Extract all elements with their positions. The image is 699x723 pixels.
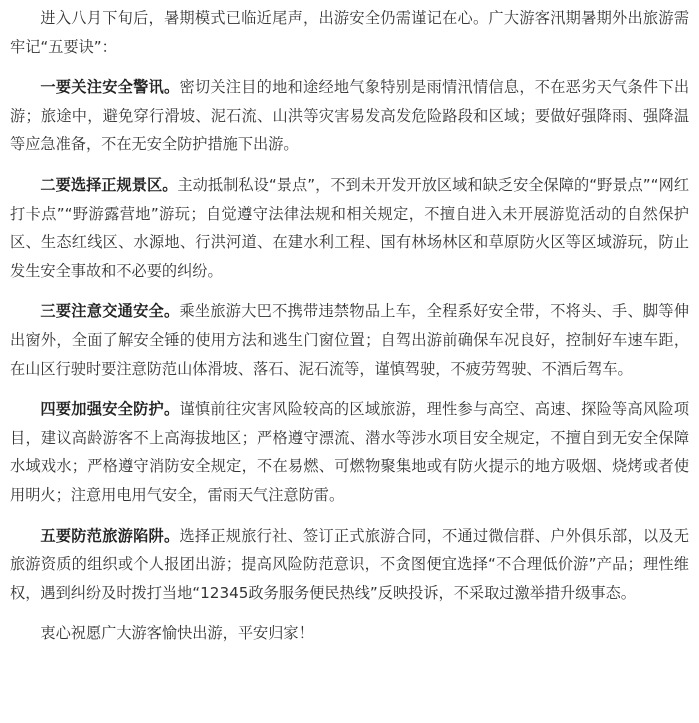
- closing-paragraph: 衷心祝愿广大游客愉快出游，平安归家！: [40, 624, 314, 643]
- tip-text-4: 谨慎前往灾害风险较高的区域旅游，理性参与高空、高速、探险等高风险项目，建议高龄游客不上高海拔地区；严格遵守漂流、潜水等涉水项目安全规定，不擅自到无安全保障水域戏水；严格遵守消防安全规定，不在易燃、可燃物聚集地或有防火提示的地方吸烟、烧烤或者使用明火；注意用电用气安全，雷雨天气注意防雷。: [10, 400, 690, 504]
- tip-text-1: 密切关注目的地和途经地气象特别是雨情汛情信息，不在恶劣天气条件下出游；旅途中，避免穿行滑坡、泥石流、山洪等灾害易发高发危险路段和区域；要做好强降雨、强降温等应急准备，不在无安全防护措施下出游。: [10, 78, 690, 154]
- tip-paragraph-4: [10, 395, 689, 509]
- tip-text-2: 主动抵制私设“景点”，不到未开发开放区域和缺乏安全保障的“野景点”“网红打卡点”“野游露营地”游玩；自觉遵守法律法规和相关规定，不擅自进入未开展游览活动的自然保护区、生态红线区、水源地、行洪河道、在建水利工程、国有林场林区和草原防火区等区域游玩，防止发生安全事故和不必要的纠纷。: [10, 175, 690, 280]
- tip-heading-2: 二要选择正规景区。: [40, 175, 178, 194]
- tip-heading-5: 五要防范旅游陷阱。: [40, 526, 180, 545]
- tip-text-3: 乘坐旅游大巴不携带违禁物品上车，全程系好安全带，不将头、手、脚等伸出窗外，全面了解安全锤的使用方法和逃生门窗位置；自驾出游前确保车况良好，控制好车速车距，在山区行驶时要注意防范山体滑坡、落石、泥石流等，谨慎驾驶，不疲劳驾驶、不酒后驾车。: [10, 302, 690, 378]
- tip-paragraph-1: [10, 73, 689, 159]
- tip-heading-3: 三要注意交通安全。: [40, 302, 180, 321]
- tip-paragraph-5: [10, 522, 689, 608]
- tip-paragraph-3: [10, 297, 689, 383]
- tip-text-5: 选择正规旅行社、签订正式旅游合同，不通过微信群、户外俱乐部，以及无旅游资质的组织或个人报团出游；提高风险防范意识，不贪图便宜选择“不合理低价游”产品；理性维权，遇到纠纷及时拨打当地“12345政务服务便民热线”反映投诉，不采取过激举措升级事态。: [10, 526, 690, 602]
- tip-heading-1: 一要关注安全警讯。: [40, 78, 180, 97]
- tip-heading-4: 四要加强安全防护。: [40, 400, 180, 419]
- tip-paragraph-2: [10, 171, 689, 285]
- intro-paragraph: 进入八月下旬后，暑期模式已临近尾声，出游安全仍需谨记在心。广大游客汛期暑期外出旅游需牢记“五要诀”：: [10, 9, 689, 56]
